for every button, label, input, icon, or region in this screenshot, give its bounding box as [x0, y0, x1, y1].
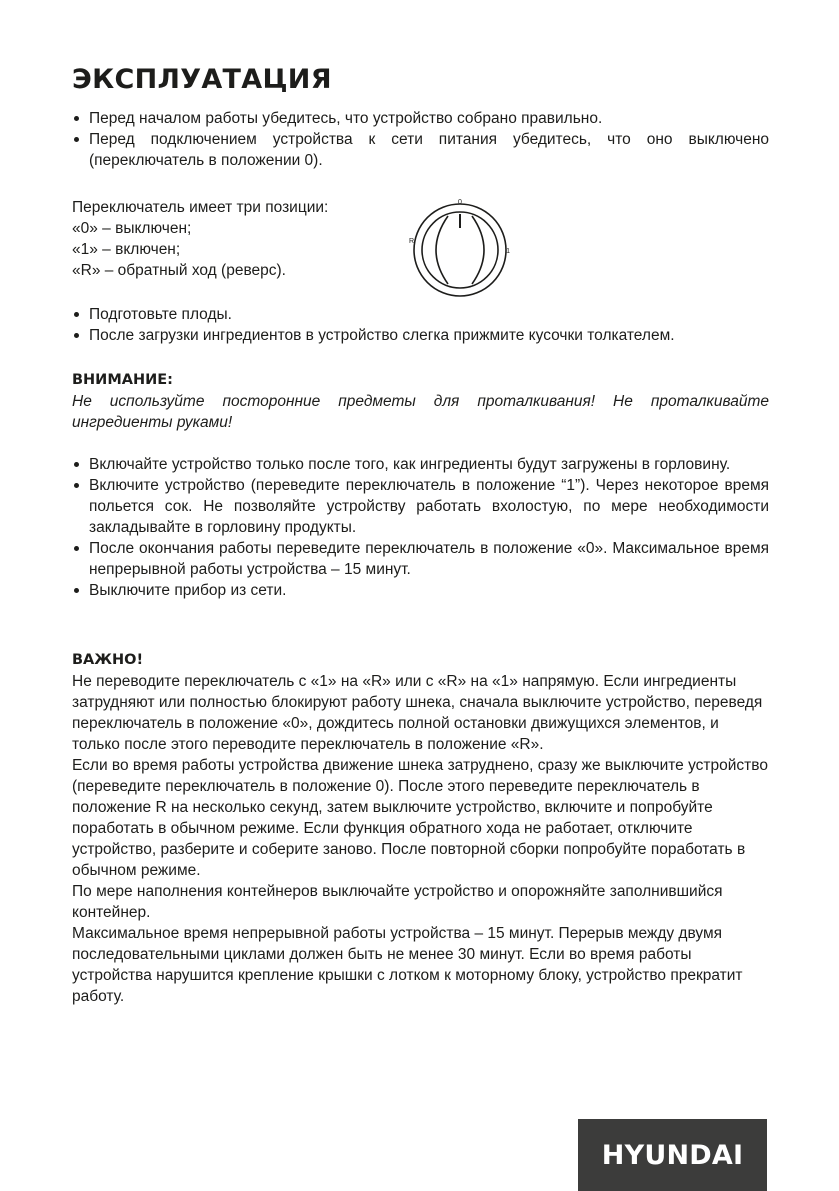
- list-item: Подготовьте плоды.: [72, 304, 769, 325]
- switch-info-line: «0» – выключен;: [72, 220, 192, 237]
- knob-grip-right: [472, 216, 484, 284]
- intro-section: [72, 108, 769, 171]
- prep-section: [72, 304, 769, 346]
- important-paragraph: Если во время работы устройства движение шнека затруднено, сразу же выключите устройство (переведите переключатель в положение 0). После этого переведите переключатель в положение R на несколько секунд, затем выключите устройство, включите и попробуйте поработать в обычном режиме. Если функция обратного хода не работает, отключите устройство, разберите и соберите заново. После повторной сборки попробуйте поработать в обычном режиме.: [72, 757, 768, 879]
- page-title: ЭКСПЛУАТАЦИЯ: [72, 64, 332, 95]
- important-section: [72, 650, 769, 1007]
- switch-info-line: Переключатель имеет три позиции:: [72, 199, 329, 216]
- important-heading: ВАЖНО!: [72, 652, 144, 668]
- prep-bullets: [72, 304, 769, 346]
- list-item: После загрузки ингредиентов в устройство слегка прижмите кусочки толкателем.: [72, 325, 769, 346]
- brand-logo: HYUNDAI: [578, 1119, 767, 1191]
- switch-info: [72, 197, 392, 281]
- knob-label-zero: 0: [458, 199, 462, 206]
- important-paragraph: Не переводите переключатель с «1» на «R» или с «R» на «1» напрямую. Если ингредиенты затрудняют или полностью блокируют работу шнека, сначала выключите устройство, переведя переключатель в положение «0», дождитесь полной остановки движущихся элементов, и только после этого переводите переключатель в положение «R».: [72, 673, 763, 753]
- list-item: Включите устройство (переведите переключатель в положение “1”). Через некоторое время польется сок. Не позволяйте устройству работать вхолостую, по мере необходимости закладывайте в горловину продукты.: [72, 475, 769, 538]
- knob-grip-left: [436, 216, 448, 284]
- switch-info-line: «R» – обратный ход (реверс).: [72, 262, 286, 279]
- list-item: После окончания работы переведите переключатель в положение «0». Максимальное время непрерывной работы устройства – 15 минут.: [72, 538, 769, 580]
- switch-knob-diagram: [408, 196, 512, 300]
- important-paragraph: По мере наполнения контейнеров выключайте устройство и опорожняйте заполнившийся контейнер.: [72, 883, 723, 921]
- operation-section: [72, 454, 769, 601]
- warning-heading: ВНИМАНИЕ:: [72, 372, 173, 388]
- important-paragraph: Максимальное время непрерывной работы устройства – 15 минут. Перерыв между двумя последовательными циклами должен быть не менее 30 минут. Если во время работы устройства нарушится крепление крышки с лотком к моторному блоку, устройство прекратит работу.: [72, 925, 743, 1005]
- list-item: Перед началом работы убедитесь, что устройство собрано правильно.: [72, 108, 769, 129]
- switch-info-line: «1» – включен;: [72, 241, 181, 258]
- knob-label-one: 1: [506, 248, 510, 255]
- list-item: Выключите прибор из сети.: [72, 580, 769, 601]
- operation-bullets: [72, 454, 769, 601]
- intro-bullets: [72, 108, 769, 171]
- knob-label-reverse: R: [409, 238, 415, 245]
- list-item: Перед подключением устройства к сети питания убедитесь, что оно выключено (переключатель в положении 0).: [72, 129, 769, 171]
- warning-section: [72, 370, 769, 433]
- list-item: Включайте устройство только после того, как ингредиенты будут загружены в горловину.: [72, 454, 769, 475]
- warning-text: Не используйте посторонние предметы для проталкивания! Не проталкивайте ингредиенты руками!: [72, 393, 769, 431]
